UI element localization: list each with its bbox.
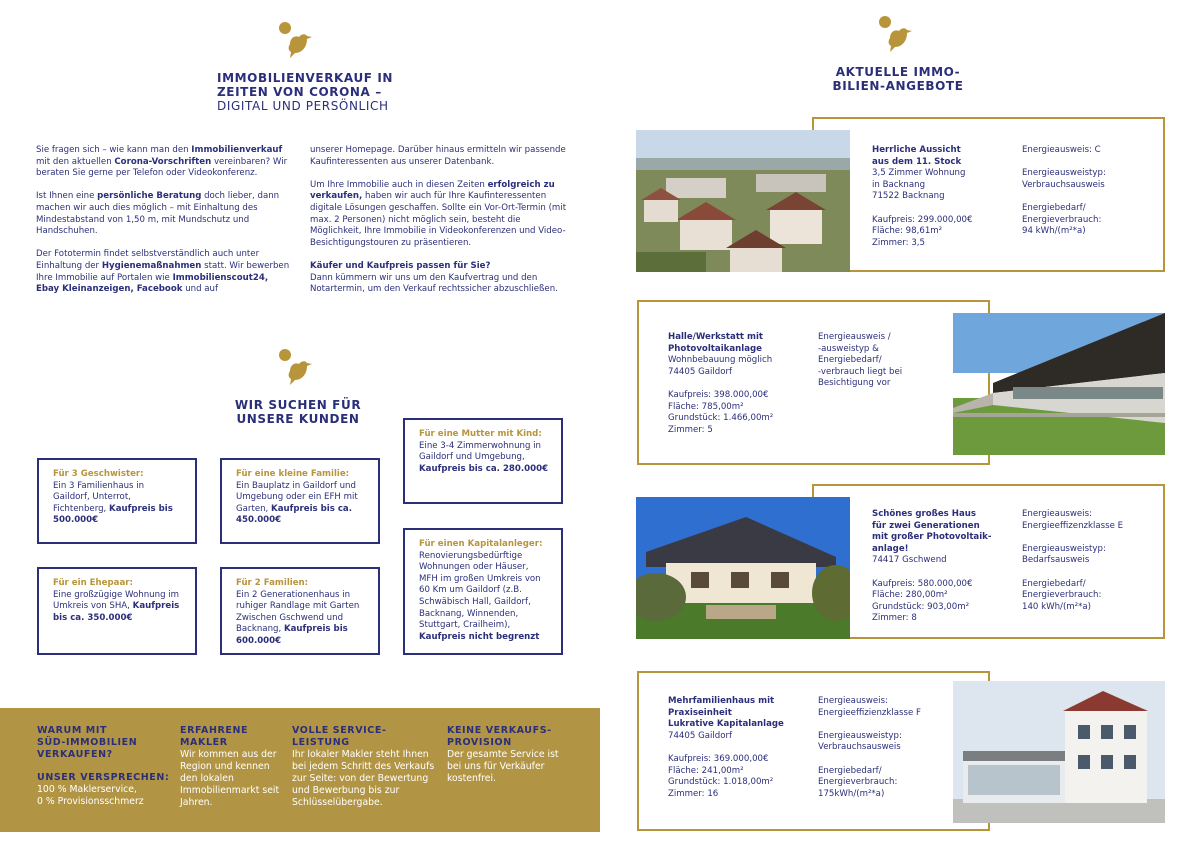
band-heading: KEINE VERKAUFS-	[447, 725, 552, 736]
intro-paragraph	[310, 180, 568, 250]
text-run-bold: erfolgreich zu verkaufen,	[310, 179, 555, 202]
search-card	[37, 458, 197, 544]
property-title: Herrliche Aussicht	[872, 145, 961, 155]
text-run: Eine großzügige Wohnung im Umkreis von SHA,	[53, 589, 180, 612]
band-text: Der gesamte Service ist bei uns für Verkäufer kostenfrei.	[447, 749, 559, 784]
energy-line: Verbrauchsausweis	[818, 742, 901, 753]
intro-column-2	[310, 145, 568, 296]
energy-line: 140 kWh/(m²*a)	[1022, 601, 1092, 612]
text-run: Dann kümmern wir uns um den Kaufvertrag und den Notartermin, um den Verkauf rechtssicher abzuschließen.	[310, 272, 558, 295]
property-price: Kaufpreis: 299.000,00€	[872, 214, 973, 225]
offers-heading	[828, 65, 968, 93]
text-run: doch lieber, dann machen wir auch dies möglich – mit Einhaltung des Mindestabstand von 1,50 m, mit Mundschutz und Handschuhen.	[36, 191, 280, 237]
band-heading: ERFAHRENE	[180, 725, 249, 736]
property-title: für zwei Generationen	[872, 520, 980, 531]
text-run: Ein 2 Generationenhaus in ruhiger Randlage mit Garten Zwischen Gschwend und Backnang,	[236, 589, 360, 635]
search-card-body	[236, 590, 366, 648]
property-photo	[953, 681, 1165, 823]
property-photo	[636, 497, 850, 639]
intro-paragraph	[310, 261, 568, 296]
property-title: Schönes großes Haus	[872, 509, 976, 519]
energy-line: Energieverbrauch:	[1022, 590, 1102, 601]
text-run: mit den aktuellen	[36, 156, 115, 167]
property-line: 3,5 Zimmer Wohnung	[872, 168, 966, 179]
search-card-body	[53, 481, 183, 527]
text-run: Um Ihre Immobilie auch in diesen Zeiten	[310, 179, 488, 190]
property-energy	[1022, 145, 1157, 238]
text-run: Ist Ihnen eine	[36, 191, 98, 202]
offers-heading-line: AKTUELLE IMMO-	[835, 65, 961, 79]
property-rooms: Zimmer: 5	[668, 424, 713, 435]
text-run: und auf	[182, 284, 219, 295]
property-details	[668, 696, 813, 800]
why-us-column	[292, 725, 437, 809]
text-run-bold: Corona-Vorschriften	[114, 156, 212, 167]
search-card-price: Kaufpreis bis ca. 350.000€	[53, 601, 180, 623]
band-heading: VOLLE SERVICE-	[292, 725, 387, 736]
band-text: 100 % Maklerservice,	[37, 784, 137, 795]
property-plot: Grundstück: 1.466,00m²	[668, 413, 774, 424]
search-card-title: Für 2 Familien:	[236, 578, 309, 588]
property-rooms: Zimmer: 3,5	[872, 237, 925, 248]
property-plot: Grundstück: 903,00m²	[872, 601, 970, 612]
band-heading: MAKLER	[180, 737, 228, 748]
search-card-body	[53, 590, 183, 625]
property-area: Fläche: 98,61m²	[872, 226, 943, 237]
text-run: Der Fototermin findet selbstverständlich auch unter Einhaltung der	[36, 249, 260, 271]
band-text: 0 % Provisionsschmerz	[37, 796, 144, 807]
property-details	[668, 332, 808, 436]
property-price: Kaufpreis: 369.000,00€	[668, 753, 769, 764]
energy-line: Verbrauchsausweis	[1022, 179, 1105, 190]
energy-line: Energieausweis:	[818, 696, 888, 706]
text-run: Renovierungsbedürftige Wohnungen oder Häuser, MFH im großen Umkreis von 60 Km um Gaildorf (z.B. Schwäbisch Hall, Gaildorf, Backnang, Winnenden, Stuttgart, Crailheim),	[419, 550, 541, 631]
why-us-band	[0, 708, 600, 832]
property-title: anlage!	[872, 543, 909, 554]
property-area: Fläche: 241,00m²	[668, 765, 744, 776]
energy-line: Energieausweis:	[1022, 509, 1092, 519]
band-heading: SÜD-IMMOBILIEN	[37, 737, 138, 748]
text-run-bold: persönliche Beratung	[97, 191, 202, 202]
search-card-body	[419, 551, 549, 644]
property-price: Kaufpreis: 398.000,00€	[668, 389, 769, 400]
property-details	[872, 145, 1012, 249]
search-card	[37, 567, 197, 655]
property-location: 74405 Gaildorf	[668, 366, 733, 377]
intro-heading-line: IMMOBILIENVERKAUF IN	[217, 71, 394, 85]
why-us-column	[447, 725, 567, 785]
property-location: 74417 Gschwend	[872, 555, 947, 566]
energy-line: 175kWh/(m²*a)	[818, 788, 885, 799]
energy-line: Energiebedarf/	[1022, 578, 1086, 589]
intro-paragraph	[36, 191, 294, 237]
text-run-bold: Käufer und Kaufpreis passen für Sie?	[310, 260, 491, 271]
energy-line: Energieausweistyp:	[1022, 543, 1106, 554]
band-heading: WARUM MIT	[37, 725, 108, 736]
energy-line: Energieverbrauch:	[818, 777, 898, 788]
property-location: 71522 Backnang	[872, 191, 945, 202]
text-run-bold: Immobilienverkauf	[191, 145, 283, 155]
search-card	[403, 528, 563, 655]
search-card	[220, 567, 380, 655]
bird-icon	[276, 20, 316, 62]
band-text: Wir kommen aus der Region und kennen den lokalen Immobilienmarkt seit Jahren.	[180, 749, 280, 808]
why-us-column	[37, 725, 172, 808]
property-area: Fläche: 785,00m²	[668, 401, 744, 412]
search-card-body	[419, 441, 549, 476]
text-run: Sie fragen sich – wie kann man den	[36, 145, 192, 155]
search-card-title: Für einen Kapitalanleger:	[419, 539, 543, 549]
search-card-price: Kaufpreis nicht begrenzt	[419, 631, 540, 642]
energy-line: Energiebedarf/	[818, 765, 882, 776]
energy-line: Besichtigung vor	[818, 378, 891, 389]
search-card-price: Kaufpreis bis ca. 280.000€	[419, 463, 549, 474]
energy-line: Energiebedarf/	[1022, 202, 1086, 213]
property-rooms: Zimmer: 8	[872, 613, 917, 624]
search-card	[403, 418, 563, 504]
energy-line: Bedarfsausweis	[1022, 555, 1090, 566]
property-title: Photovoltaikanlage	[668, 343, 762, 354]
search-card-title: Für eine Mutter mit Kind:	[419, 429, 542, 439]
property-photo	[953, 313, 1165, 455]
text-run-bold: Immobilienscout24, Ebay Kleinanzeigen, Facebook	[36, 272, 269, 295]
property-area: Fläche: 280,00m²	[872, 590, 948, 601]
search-card-price: Kaufpreis bis 600.000€	[236, 624, 348, 646]
property-plot: Grundstück: 1.018,00m²	[668, 777, 774, 788]
text-run: Ein 3 Familienhaus in Gaildorf, Unterrot, Fichtenberg,	[53, 480, 145, 514]
band-text: Ihr lokaler Makler steht Ihnen bei jedem Schritt des Verkaufs zur Seite: von der Bewertung und Bewerbung bis zur Schlüsselübergabe.	[292, 749, 435, 808]
property-energy	[1022, 509, 1162, 613]
search-heading	[218, 398, 378, 426]
intro-column-1	[36, 145, 294, 296]
intro-paragraph	[36, 145, 294, 180]
offers-heading-line: BILIEN-ANGEBOTE	[832, 79, 964, 93]
property-line: Wohnbebauung möglich	[668, 355, 773, 366]
band-heading: VERKAUFEN?	[37, 749, 113, 760]
bird-icon	[276, 347, 316, 389]
energy-line: 94 kWh/(m²*a)	[1022, 226, 1086, 237]
energy-line: Energieausweistyp:	[818, 730, 902, 741]
property-location: 74405 Gaildorf	[668, 730, 733, 741]
search-card-body	[236, 481, 366, 527]
search-heading-line: WIR SUCHEN FÜR	[234, 398, 362, 412]
intro-paragraph	[36, 249, 294, 295]
text-run: vereinbaren? Wir beraten Sie gerne per Telefon oder Videokonferenz.	[36, 156, 288, 179]
energy-line: Energieausweis: C	[1022, 145, 1101, 155]
intro-heading-subline: DIGITAL UND PERSÖNLICH	[217, 99, 389, 113]
property-details	[872, 509, 1017, 625]
search-card-price: Kaufpreis bis ca. 450.000€	[236, 503, 352, 526]
energy-line: Energieeffizenzklasse E	[1022, 520, 1124, 531]
why-us-column	[180, 725, 284, 809]
property-rooms: Zimmer: 16	[668, 788, 719, 799]
search-card	[220, 458, 380, 544]
property-title: mit großer Photovoltaik-	[872, 532, 992, 543]
property-title: Praxiseinheit	[668, 707, 732, 718]
property-title: aus dem 11. Stock	[872, 156, 962, 167]
energy-line: Energiebedarf/	[818, 355, 882, 366]
energy-line: Energieausweis /	[818, 332, 891, 342]
intro-paragraph: unserer Homepage. Darüber hinaus ermitteln wir passende Kaufinteressenten aus unserer Datenbank.	[310, 145, 566, 167]
energy-line: Energieeffizienzklasse F	[818, 707, 921, 718]
text-run-bold: Hygienemaßnahmen	[101, 260, 202, 271]
energy-line: -verbrauch liegt bei	[818, 366, 903, 377]
bird-icon	[876, 14, 916, 56]
property-title: Mehrfamilienhaus mit	[668, 696, 775, 706]
text-run: Ein Bauplatz in Gaildorf und Umgebung oder ein EFH mit Garten,	[236, 480, 358, 514]
search-card-title: Für ein Ehepaar:	[53, 578, 133, 588]
property-title: Halle/Werkstatt mit	[668, 332, 764, 342]
property-photo	[636, 130, 850, 272]
energy-line: Energieverbrauch:	[1022, 214, 1102, 225]
property-title: Lukrative Kapitalanlage	[668, 719, 784, 730]
property-energy	[818, 332, 948, 390]
band-heading: PROVISION	[447, 737, 512, 748]
energy-line: -ausweistyp &	[818, 343, 879, 354]
property-energy	[818, 696, 948, 800]
property-price: Kaufpreis: 580.000,00€	[872, 578, 973, 589]
search-heading-line: UNSERE KUNDEN	[236, 412, 360, 426]
energy-line: Energieausweistyp:	[1022, 168, 1106, 179]
intro-heading	[217, 71, 417, 113]
band-heading: LEISTUNG	[292, 737, 350, 748]
text-run: haben wir auch für Ihre Kaufinteressenten digitale Lösungen geschaffen. Sollte ein Vor-Ort-Termin (mit max. 2 Personen) nicht möglich sein, besteht die Möglichkeit, Ihre Immobilie in Videokonferenzen und Video-Besichtigungstouren zu präsentieren.	[310, 191, 567, 248]
search-card-title: Für 3 Geschwister:	[53, 469, 144, 479]
text-run: Eine 3-4 Zimmerwohnung in Gaildorf und Umgebung,	[419, 440, 541, 463]
search-card-price: Kaufpreis bis 500.000€	[53, 503, 173, 526]
property-line: in Backnang	[872, 179, 926, 190]
search-card-title: Für eine kleine Familie:	[236, 469, 350, 479]
text-run: statt. Wir bewerben Ihre Immobilie auf Portalen wie	[36, 260, 290, 283]
band-heading: UNSER VERSPRECHEN:	[37, 772, 170, 783]
intro-heading-line: ZEITEN VON CORONA –	[217, 85, 382, 99]
